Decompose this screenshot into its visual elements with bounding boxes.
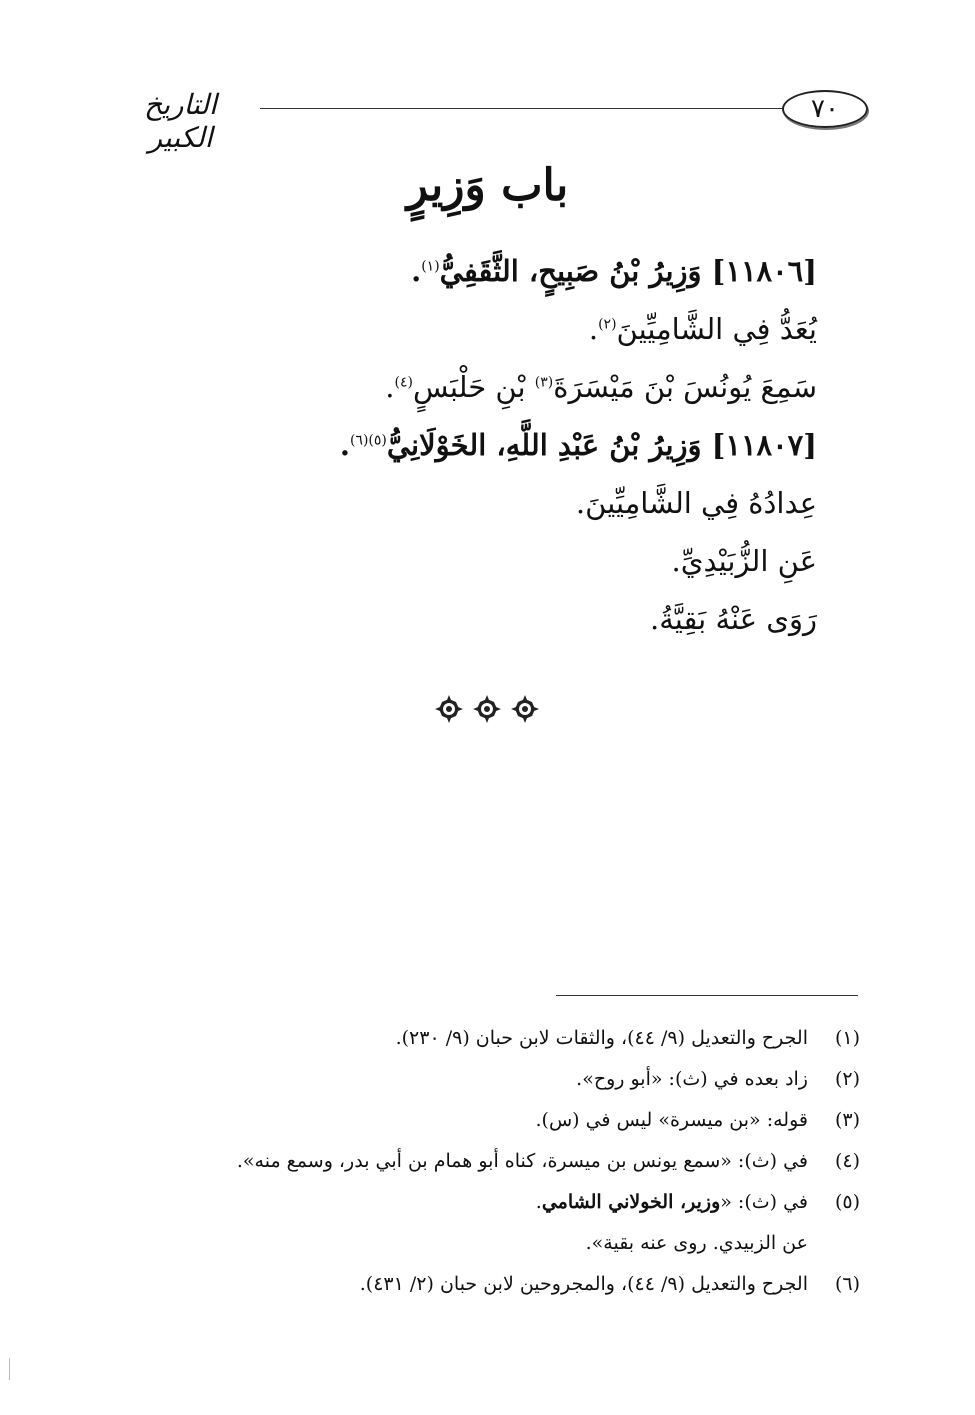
entry-line: عَنِ الزُّبَيْدِيِّ. (671, 544, 817, 578)
chapter-title: باب وَزِيرٍ (406, 160, 569, 211)
footnote-ref: (٤) (394, 374, 413, 391)
entry-number: [١١٨٠٦] (701, 254, 817, 288)
footnote-number: (٢) (834, 1068, 860, 1090)
header-rule (260, 108, 782, 109)
footnote-number: (٥) (834, 1191, 860, 1213)
footnote-ref: (٥)(٦) (349, 432, 387, 449)
footnote-text: في (ث): «وزير، الخولاني الشامي. (535, 1191, 808, 1213)
footnote (120, 1182, 860, 1223)
footnote-number: (١) (834, 1027, 860, 1049)
footnote (120, 1018, 860, 1059)
entry-name: وَزِيرُ بْنُ صَبِيحٍ، الثَّقَفِيُّ (439, 254, 702, 288)
page-header (108, 88, 868, 154)
footnote-text: في (ث): «سمع يونس بن ميسرة، كناه أبو همام بن أبي بدر، وسمع منه». (236, 1150, 808, 1172)
entry-name: وَزِيرُ بْنُ عَبْدِ اللَّهِ، الخَوْلَانِيُّ (386, 428, 702, 462)
footnote-text: الجرح والتعديل (٩/ ٤٤)، والمجروحين لابن حبان (٢/ ٤٣١). (359, 1273, 808, 1295)
footnote-ref: (٣) (534, 374, 554, 391)
footnote-ref: (٢) (598, 316, 617, 333)
flower-ornament-icon (510, 694, 540, 724)
main-text (137, 242, 817, 648)
footnote (120, 1059, 860, 1100)
footnotes (120, 1018, 860, 1305)
entry-line: عِدادُهُ فِي الشَّامِيِّينَ. (575, 486, 817, 520)
entry-line: يُعَدُّ فِي الشَّامِيِّينَ$^{(٢)}$. (588, 312, 817, 346)
footnote-number: (٣) (834, 1109, 860, 1131)
footnote-separator (556, 995, 858, 996)
footnote-continuation: عن الزبيدي. روى عنه بقية». (585, 1232, 808, 1254)
page-number-badge: ٧٠ (782, 90, 868, 128)
entry-line: سَمِعَ يُونُسَ بْنَ مَيْسَرَةَ$^{(٣)}$ بْنِ حَلْبَسٍ$^{(٤)}$. (385, 370, 817, 404)
footnote-text: زاد بعده في (ث): «أبو روح». (576, 1068, 808, 1090)
footnote-text: الجرح والتعديل (٩/ ٤٤)، والثقات لابن حبان (٩/ ٢٣٠). (395, 1027, 808, 1049)
footnote (120, 1141, 860, 1182)
section-end-ornament (428, 694, 546, 728)
scan-margin-mark (9, 1358, 10, 1380)
entry-number: [١١٨٠٧] (701, 428, 817, 462)
footnote (120, 1100, 860, 1141)
footnote-text: قوله: «بن ميسرة» ليس في (س). (535, 1109, 808, 1131)
footnote-number: (٦) (834, 1273, 860, 1295)
footnote-number: (٤) (834, 1150, 860, 1172)
entry-11807-heading: [١١٨٠٧] وَزِيرُ بْنُ عَبْدِ اللَّهِ، الخَوْلَانِيُّ$^{(٥)(٦)}$. (339, 428, 817, 462)
footnote-bold-quote: وزير، الخولاني الشامي (541, 1191, 721, 1213)
footnote (120, 1264, 860, 1305)
footnote-ref: (١) (421, 258, 440, 275)
flower-ornament-icon (472, 694, 502, 724)
flower-ornament-icon (434, 694, 464, 724)
entry-line: رَوَى عَنْهُ بَقِيَّةُ. (649, 602, 817, 636)
running-title: التاريخ الكبير (144, 88, 217, 154)
entry-11806-heading: [١١٨٠٦] وَزِيرُ بْنُ صَبِيحٍ، الثَّقَفِيُّ$^{(١)}$. (411, 254, 817, 288)
